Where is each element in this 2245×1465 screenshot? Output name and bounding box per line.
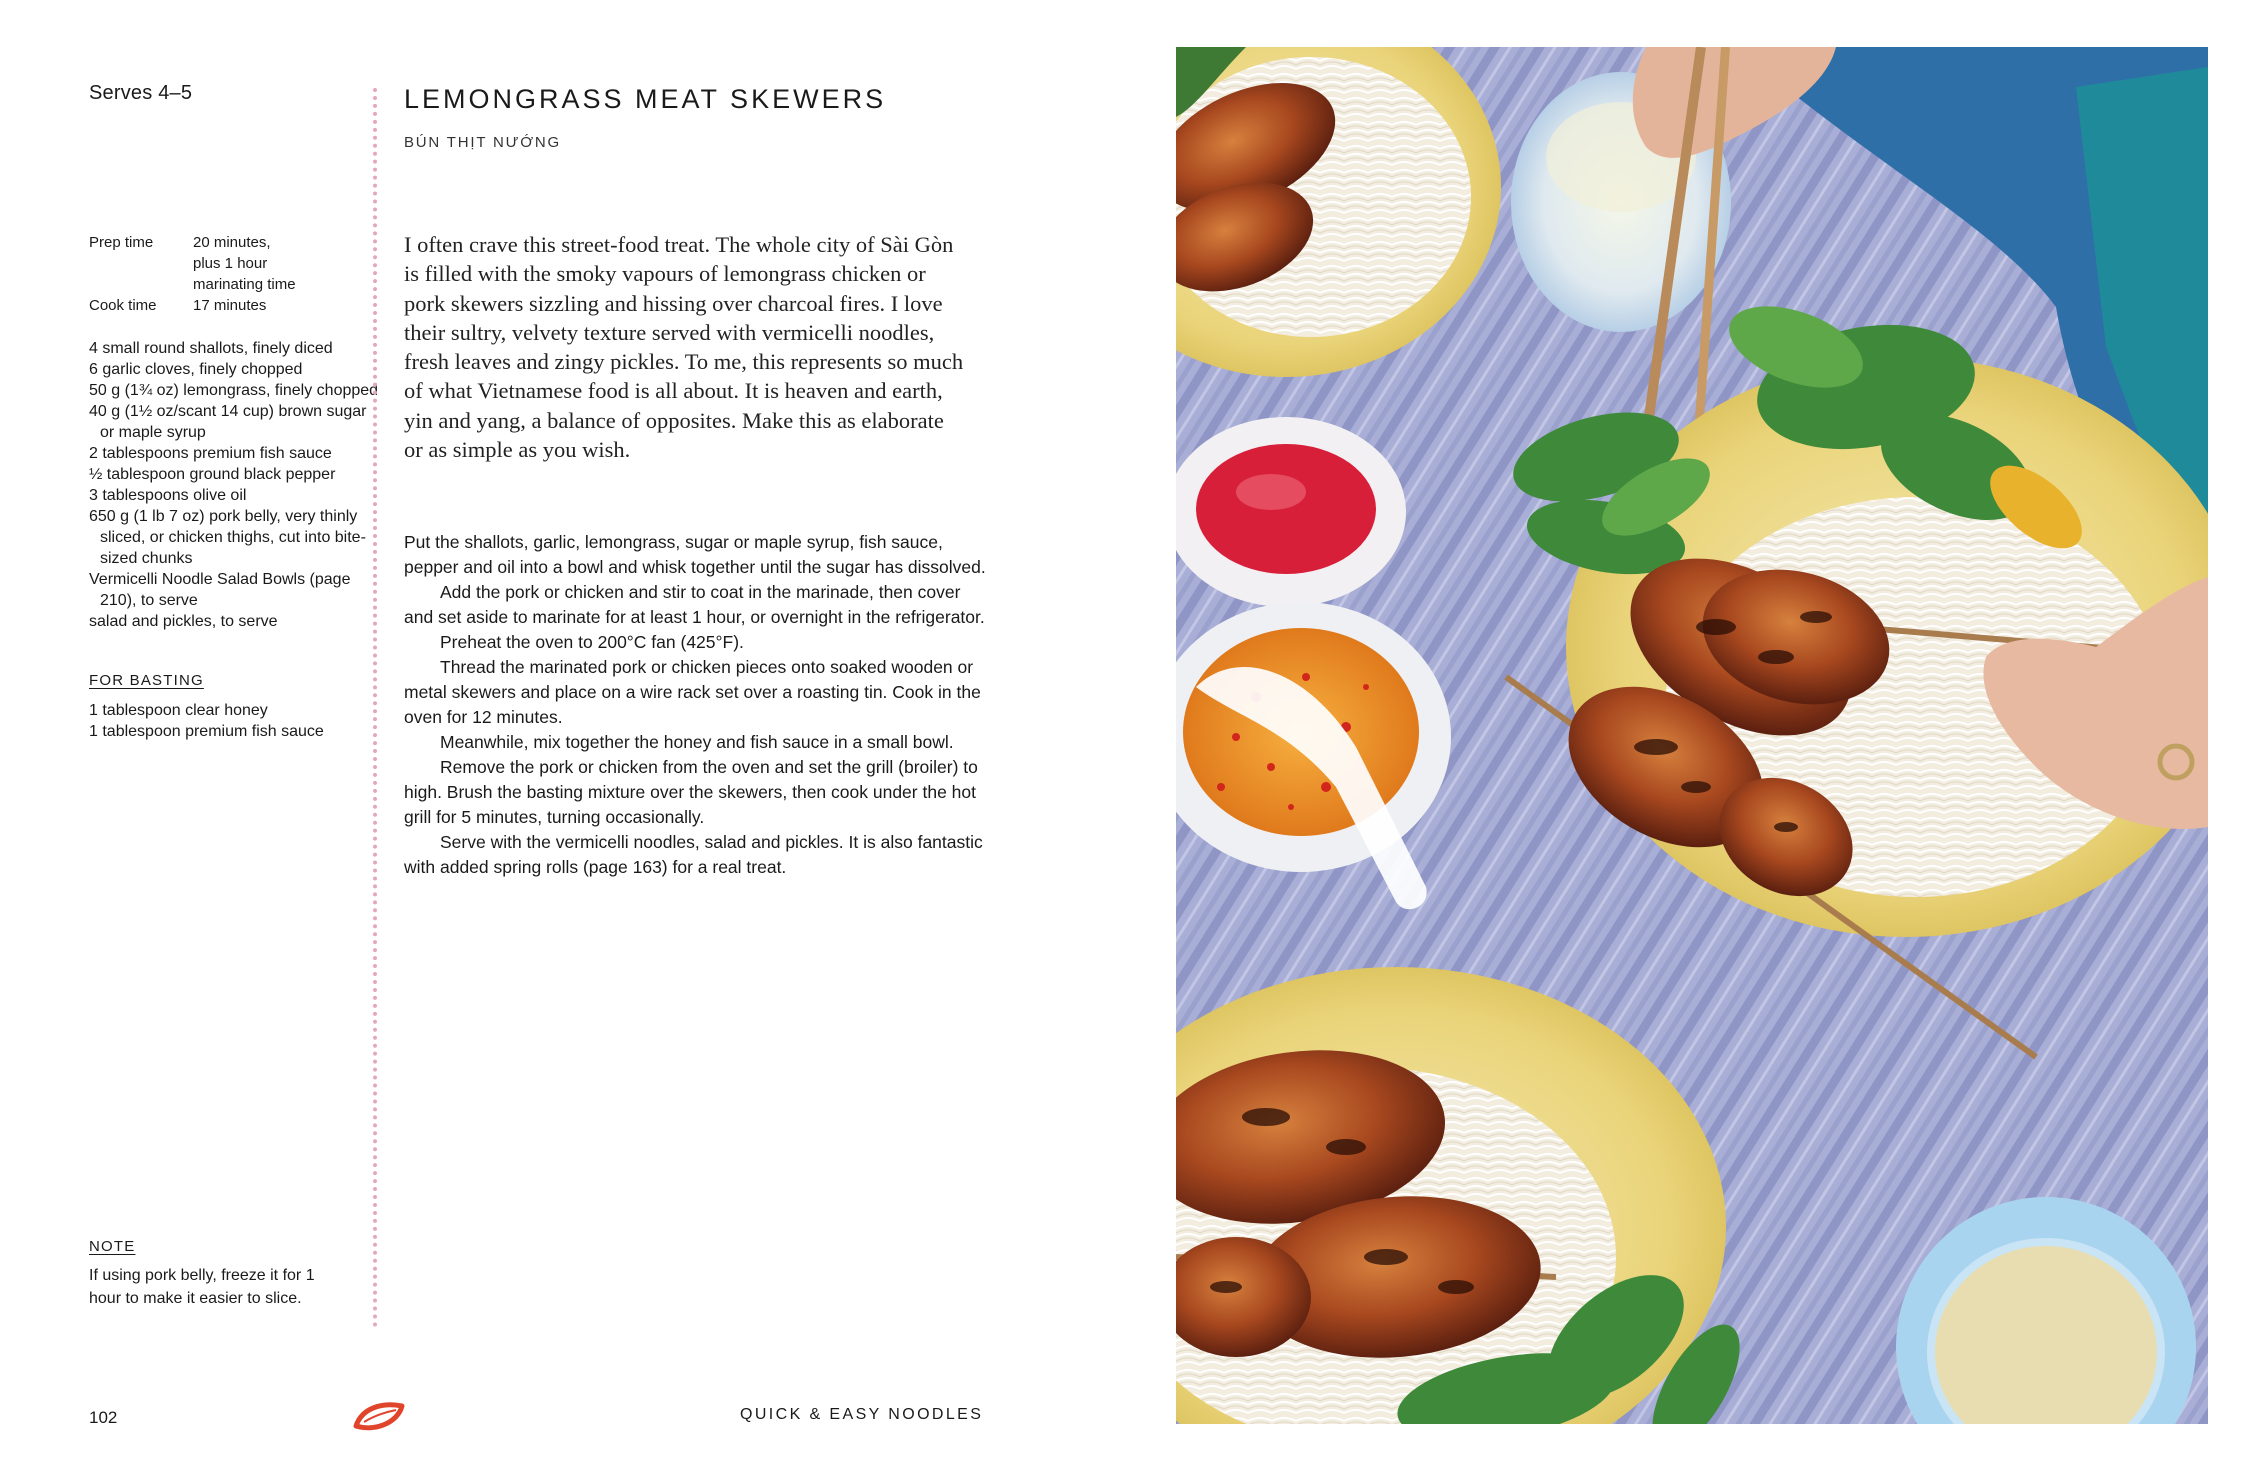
cook-time-row [89,295,359,316]
food-photo-illustration [1176,47,2208,1424]
prep-time-line: plus 1 hour [193,255,268,272]
serves-label: Serves 4–5 [89,82,193,104]
ingredient-item: 50 g (1¾ oz) lemongrass, finely chopped [89,382,379,399]
prep-time-line: 20 minutes, [193,234,271,251]
ingredient-item: 4 small round shallots, finely diced [89,340,333,357]
page-number: 102 [89,1408,118,1427]
ingredient-item: 6 garlic cloves, finely chopped [89,361,303,378]
prep-time-label: Prep time [89,234,154,251]
prep-time-value [193,232,359,295]
recipe-subtitle: BÚN THỊT NƯỚNG [404,134,561,151]
ingredient-item: 40 g (1½ oz/scant 14 cup) brown sugar or maple syrup [89,403,367,441]
cook-time-value: 17 minutes [193,297,267,314]
ingredient-item: Vermicelli Noodle Salad Bowls (page 210), to serve [89,571,351,609]
time-info [89,232,359,316]
food-photo [1176,47,2208,1424]
method-step: Add the pork or chicken and stir to coat in the marinade, then cover and set aside to marinate for at least 1 hour, or overnight in the refrigerator. [404,582,985,627]
ingredient-item: ½ tablespoon ground black pepper [89,466,336,483]
column-divider [373,88,377,1328]
method-step: Put the shallots, garlic, lemongrass, sugar or maple syrup, fish sauce, pepper and oil into a bowl and whisk together until the sugar has dissolved. [404,532,986,577]
lips-logo-icon [352,1400,406,1434]
ingredient-item: 3 tablespoons olive oil [89,487,247,504]
prep-time-line: marinating time [193,276,296,293]
ingredient-list [89,338,379,632]
note-text: If using pork belly, freeze it for 1 hour to make it easier to slice. [89,1267,315,1307]
method-step: Meanwhile, mix together the honey and fish sauce in a small bowl. [440,732,954,752]
recipe-intro: I often crave this street-food treat. The whole city of Sài Gòn is filled with the smoky vapours of lemongrass chicken or pork skewers sizzling and hissing over charcoal fires. I love their sultry, velvety texture served with vermicelli noodles, fresh leaves and zingy pickles. To me, this represents so much of what Vietnamese food is all about. It is heaven and earth, yin and yang, a balance of opposites. Make this as elaborate or as simple as you wish. [404,232,964,463]
method-step: Remove the pork or chicken from the oven and set the grill (broiler) to high. Brush the basting mixture over the skewers, then cook under the hot grill for 5 minutes, turning occasionally. [404,757,978,827]
basting-item: 1 tablespoon clear honey [89,702,268,719]
recipe-title: LEMONGRASS MEAT SKEWERS [404,84,887,114]
method-step: Preheat the oven to 200°C fan (425°F). [440,632,744,652]
method-step: Serve with the vermicelli noodles, salad and pickles. It is also fantastic with added spring rolls (page 163) for a real treat. [404,832,983,877]
chapter-title: QUICK & EASY NOODLES [740,1406,984,1423]
basting-item: 1 tablespoon premium fish sauce [89,723,324,740]
note-heading: NOTE [89,1238,136,1255]
ingredient-item: 650 g (1 lb 7 oz) pork belly, very thinly sliced, or chicken thighs, cut into bite-sized chunks [89,508,366,567]
ingredient-item: salad and pickles, to serve [89,613,278,630]
method-step: Thread the marinated pork or chicken pieces onto soaked wooden or metal skewers and place on a wire rack set over a roasting tin. Cook in the oven for 12 minutes. [404,657,981,727]
basting-heading: FOR BASTING [89,672,204,689]
ingredient-item: 2 tablespoons premium fish sauce [89,445,332,462]
basting-list [89,700,379,742]
cook-time-label: Cook time [89,297,157,314]
prep-time-row [89,232,359,295]
method-steps [404,530,994,880]
